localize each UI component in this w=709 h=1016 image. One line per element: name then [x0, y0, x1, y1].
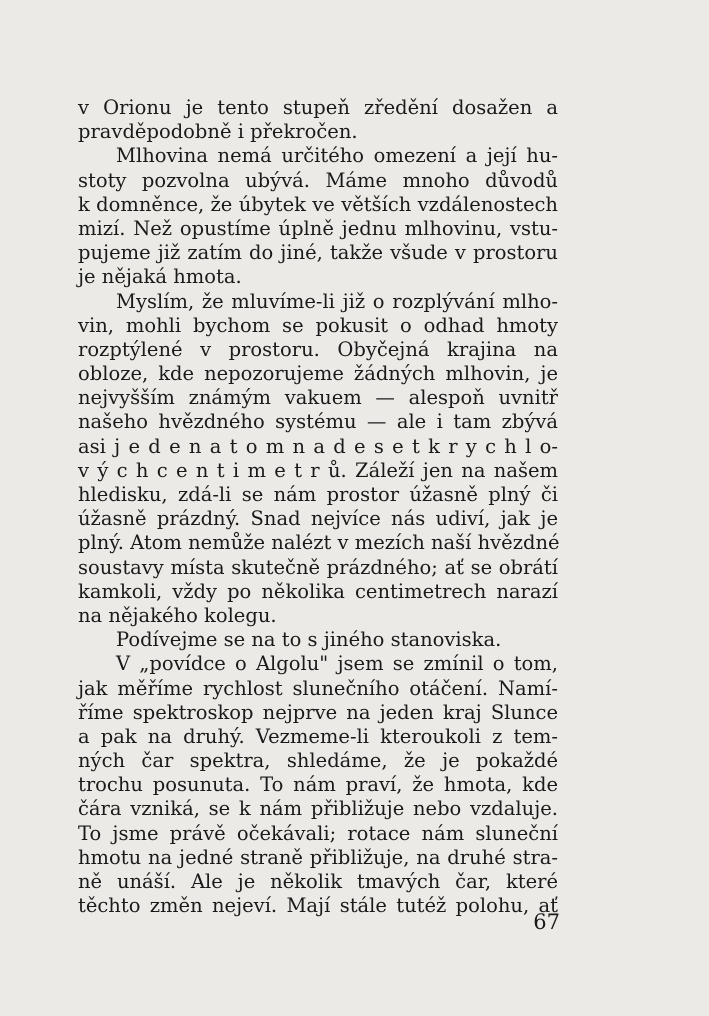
- text-line: v Orionu je tento stupeň zředění dosažen a: [78, 96, 558, 119]
- text-line: kamkoli, vždy po několika centimetrech narazí: [78, 579, 558, 603]
- text-line: je nějaká hmota.: [78, 265, 242, 289]
- text-line: hledisku, zdá-li se nám prostor úžasně plný či: [78, 483, 558, 506]
- text-line: stoty pozvolna ubývá. Máme mnoho důvodů: [78, 168, 558, 192]
- text-line: k domněnce, že úbytek ve větších vzdálenostech: [78, 192, 558, 216]
- body-text: [78, 96, 558, 918]
- text-line: v ý c h c e n t i m e t r ů. Záleží jen na našem: [78, 458, 558, 482]
- text-line: pujeme již zatím do jiné, takže všude v prostoru: [78, 241, 558, 265]
- paragraph-first-line: Myslím, že mluvíme-li již o rozplývání mlho-: [116, 289, 558, 313]
- paragraph-first-line: Podívejme se na to s jiného stanoviska.: [116, 628, 502, 652]
- text-line: ně unáší. Ale je několik tmavých čar, které: [78, 870, 558, 893]
- text-line: soustavy místa skutečně prázdného; ať se obrátí: [78, 555, 558, 579]
- text-line: našeho hvězdného systému — ale i tam zbývá: [78, 410, 558, 434]
- text-line: trochu posunuta. To nám praví, že hmota, kde: [78, 773, 558, 797]
- paragraph-first-line: V „povídce o Algolu" jsem se zmínil o tom,: [116, 652, 558, 676]
- text-line: nejvyšším známým vakuem — alespoň uvnitř: [78, 386, 558, 410]
- text-line: vin, mohli bychom se pokusit o odhad hmoty: [78, 313, 558, 337]
- text-line: úžasně prázdný. Snad nejvíce nás udiví, jak je: [78, 507, 558, 531]
- text-line: rozptýlené v prostoru. Obyčejná krajina na: [78, 337, 558, 361]
- text-line: a pak na druhý. Vezmeme-li kteroukoli z tem-: [78, 724, 558, 748]
- text-line: To jsme právě očekávali; rotace nám sluneční: [78, 821, 558, 845]
- text-line: na nějakého kolegu.: [78, 603, 277, 627]
- text-line: jak měříme rychlost slunečního otáčení. Namí-: [78, 676, 558, 700]
- text-line: hmotu na jedné straně přibližuje, na druhé stra-: [78, 845, 558, 869]
- text-line: plný. Atom nemůže nalézt v mezích naší hvězdné: [78, 531, 560, 555]
- text-line: pravděpodobně i překročen.: [78, 120, 358, 144]
- text-line: obloze, kde nepozorujeme žádných mlhovin, je: [78, 362, 558, 386]
- text-line: ných čar spektra, shledáme, že je pokaždé: [78, 749, 558, 773]
- page-number: 67: [533, 910, 560, 934]
- text-line: mizí. Než opustíme úplně jednu mlhovinu, vstu-: [78, 216, 558, 240]
- text-line: čára vzniká, se k nám přibližuje nebo vzdaluje.: [78, 797, 558, 821]
- text-line: říme spektroskop nejprve na jeden kraj Slunce: [78, 700, 558, 724]
- text-line: asi j e d e n a t o m n a d e s e t k r y c h l o-: [78, 434, 558, 458]
- text-line: těchto změn nejeví. Mají stále tutéž polohu, ať: [78, 894, 558, 918]
- paragraph-first-line: Mlhovina nemá určitého omezení a její hu-: [116, 144, 558, 168]
